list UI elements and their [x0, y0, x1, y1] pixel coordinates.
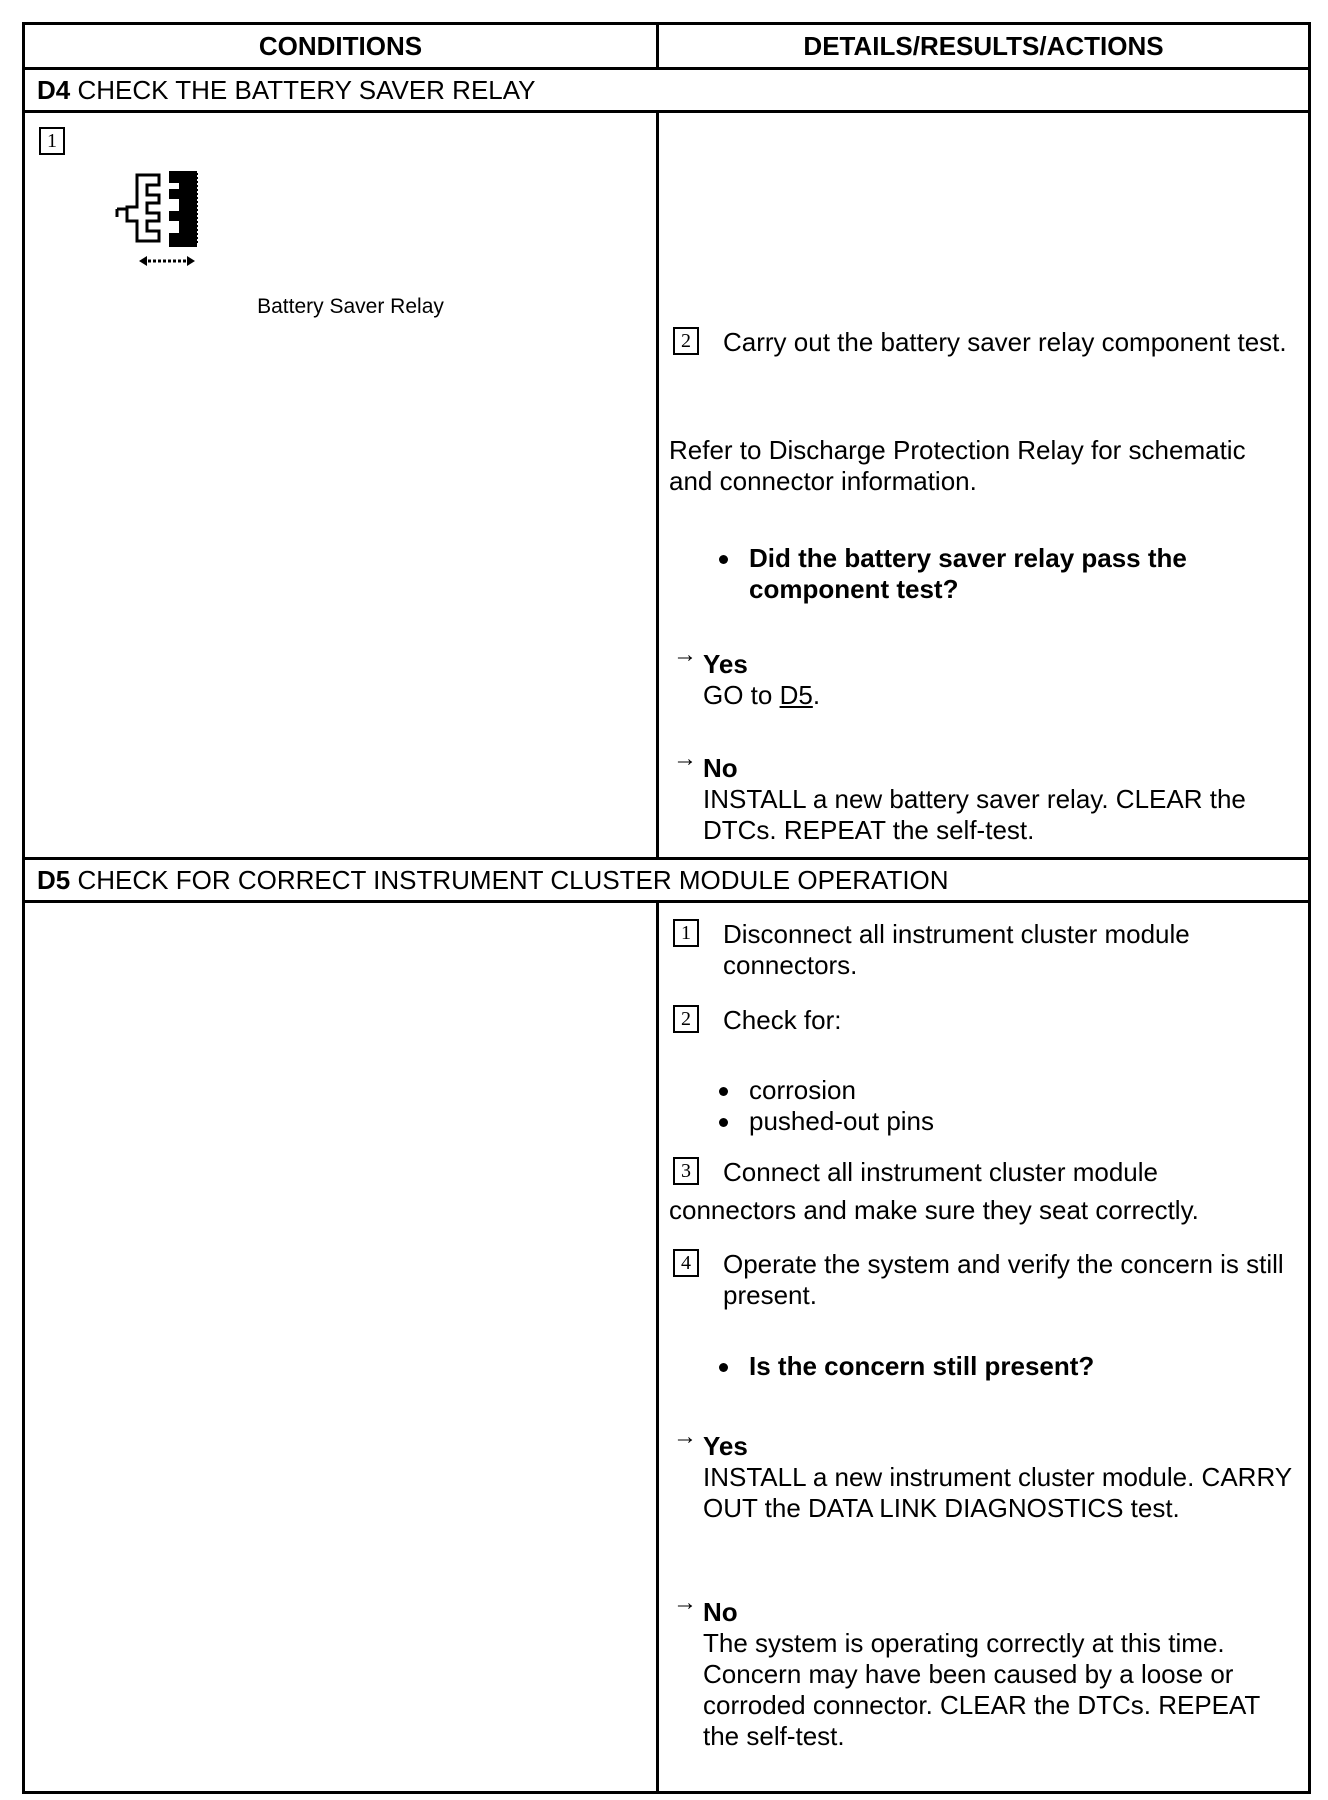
- d5-section-title: [24, 859, 1310, 902]
- d5-step-3-text-b: connectors and make sure they seat correctly.: [669, 1195, 1199, 1225]
- d4-section-row: [24, 69, 1310, 112]
- details-header: DETAILS/RESULTS/ACTIONS: [658, 24, 1310, 69]
- d5-no-label: No: [703, 1597, 738, 1627]
- d4-section-title: [24, 69, 1310, 112]
- d5-yes-action: INSTALL a new instrument cluster module. CARRY OUT the DATA LINK DIAGNOSTICS test.: [703, 1462, 1292, 1523]
- d4-step-2-text: Carry out the battery saver relay component test.: [723, 327, 1287, 357]
- d5-step-1: [673, 919, 1296, 981]
- d4-yes-label: Yes: [703, 649, 748, 679]
- d4-question: Did the battery saver relay pass the component test?: [719, 543, 1296, 605]
- d5-step-1-text: Disconnect all instrument cluster module connectors.: [723, 919, 1190, 980]
- d5-step-3: [673, 1157, 1296, 1188]
- d4-refer-text: Refer to Discharge Protection Relay for schematic and connector information.: [669, 435, 1246, 496]
- d5-step-3-text-a: Connect all instrument cluster module: [723, 1157, 1158, 1187]
- d4-body-row: [24, 112, 1310, 859]
- no-arrow-icon: →: [673, 1589, 697, 1616]
- d5-step-4-number: 4: [673, 1249, 699, 1277]
- yes-arrow-icon: →: [673, 641, 697, 668]
- d4-condition-step-number: 1: [39, 127, 65, 155]
- d5-step-2-number: 2: [673, 1005, 699, 1033]
- yes-arrow-icon: →: [673, 1423, 697, 1450]
- d5-step-2: [673, 1005, 1296, 1036]
- d4-yes-prefix: GO to: [703, 680, 780, 710]
- d4-details-cell: [658, 112, 1310, 859]
- d4-no-action: INSTALL a new battery saver relay. CLEAR the DTCs. REPEAT the self-test.: [703, 784, 1246, 845]
- d4-yes-block: [673, 641, 1296, 711]
- d5-conditions-cell: [24, 902, 658, 1793]
- d4-yes-action: [703, 680, 1296, 711]
- table-header-row: [24, 24, 1310, 69]
- d4-conditions-cell: [24, 112, 658, 859]
- d5-title: CHECK FOR CORRECT INSTRUMENT CLUSTER MODULE OPERATION: [77, 864, 949, 895]
- d5-section-row: [24, 859, 1310, 902]
- d5-no-action: The system is operating correctly at this time. Concern may have been caused by a loose or corroded connector. CLEAR the DTCs. REPEAT the self-test.: [703, 1628, 1260, 1751]
- d5-step-1-number: 1: [673, 919, 699, 947]
- d4-yes-link[interactable]: D5: [779, 680, 813, 710]
- d5-details-cell: [658, 902, 1310, 1793]
- d5-check-item-2: pushed-out pins: [719, 1106, 1296, 1137]
- d4-no-block: [673, 745, 1296, 846]
- d4-title: CHECK THE BATTERY SAVER RELAY: [77, 74, 536, 105]
- d4-no-label: No: [703, 753, 738, 783]
- conditions-header: CONDITIONS: [24, 24, 658, 69]
- d4-step-2-number: 2: [673, 327, 699, 355]
- d4-code: D4: [37, 74, 71, 105]
- d4-yes-suffix: .: [812, 680, 821, 710]
- d5-step-4: [673, 1249, 1296, 1311]
- d5-check-item-1: corrosion: [719, 1075, 1296, 1106]
- d5-step-2-text: Check for:: [723, 1005, 842, 1035]
- d5-no-block: [673, 1589, 1296, 1752]
- d5-step-3-number: 3: [673, 1157, 699, 1185]
- d5-yes-label: Yes: [703, 1431, 748, 1461]
- relay-connector-icon: [113, 161, 213, 276]
- no-arrow-icon: →: [673, 745, 697, 772]
- d4-step-2: [673, 327, 1296, 358]
- d5-yes-block: [673, 1423, 1296, 1524]
- relay-caption: Battery Saver Relay: [257, 295, 444, 318]
- diagnostic-table: [22, 22, 1311, 1794]
- d5-code: D5: [37, 864, 71, 895]
- d5-question: Is the concern still present?: [719, 1351, 1296, 1382]
- d5-body-row: [24, 902, 1310, 1793]
- d5-step-4-text: Operate the system and verify the concern is still present.: [723, 1249, 1284, 1310]
